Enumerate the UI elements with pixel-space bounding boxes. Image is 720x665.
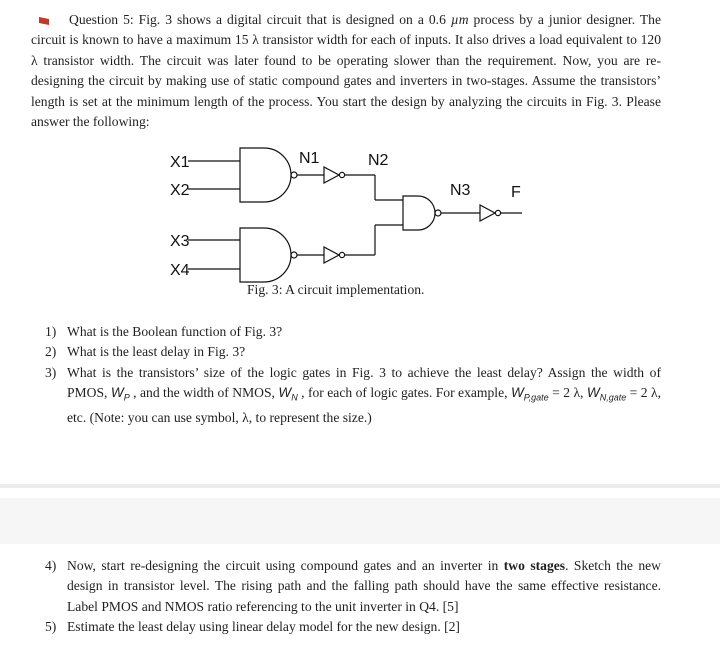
question-paragraph: Question 5: Fig. 3 shows a digital circuit that is designed on a 0.6 µm process by a junior designer. The circuit is known to have a maximum 15 λ transistor width for each of inputs. It also drives a load equivalent to 120 λ transistor width. The circuit was later found to be operating slower than the requirement. Now, you are re-designing the circuit by making use of static compound gates and inverters in two-stages. Assume the transistors’ length is set at the minimum length of the process. You start the design by analyzing the circuits in Fig. 3. Please answer the following: xyxy=(31,12,662,130)
list-item: 2) What is the least delay in Fig. 3? xyxy=(45,344,246,360)
nand-gate-2 xyxy=(240,228,291,282)
nand-gate-1 xyxy=(240,148,291,202)
list-item: 5) Estimate the least delay using linear delay model for the new design. [2] xyxy=(45,619,460,635)
figure-caption: Fig. 3: A circuit implementation. xyxy=(247,282,425,297)
label-x2: X2 xyxy=(170,182,190,199)
list-item: 1) What is the Boolean function of Fig. 3? xyxy=(45,324,283,339)
question-list-2 xyxy=(31,556,661,638)
label-n1: N1 xyxy=(299,150,320,167)
bookmark-icon xyxy=(39,17,49,25)
section-divider xyxy=(0,484,720,488)
inverter-3 xyxy=(480,205,495,221)
label-n2: N2 xyxy=(368,152,389,169)
label-x1: X1 xyxy=(170,154,190,171)
nand-bubble-1 xyxy=(291,172,297,178)
nand-bubble-2 xyxy=(291,252,297,258)
nand-bubble-3 xyxy=(435,210,441,216)
label-x4: X4 xyxy=(170,262,190,279)
label-x3: X3 xyxy=(170,233,190,250)
list-item: 4) Now, start re-designing the circuit using compound gates and an inverter in two stages. Sketch the new design in transistor level. The rising path and the falling path should have the same effective resistance. Label PMOS and NMOS ratio referencing to the unit inverter in Q4. [5] xyxy=(45,558,661,614)
label-f: F xyxy=(511,184,521,201)
nand-gate-3 xyxy=(403,196,435,230)
blurred-region xyxy=(0,498,720,544)
question-title: Question 5 xyxy=(69,12,130,27)
inverter-1 xyxy=(324,167,339,183)
label-n3: N3 xyxy=(450,182,471,199)
question-list-1 xyxy=(31,322,661,429)
inverter-2 xyxy=(324,247,339,263)
list-item: 3) What is the transistors’ size of the logic gates in Fig. 3 to achieve the least delay? Assign the width of PMOS, $W_P$ , and the width of NMOS, $W_N$ , for each of logic gates. For example, $W_{P,gate} = 2$ λ, $W_{N,gate} = 2$ λ, etc. (Note: you can use symbol, λ, to represent the size.) xyxy=(45,364,662,426)
